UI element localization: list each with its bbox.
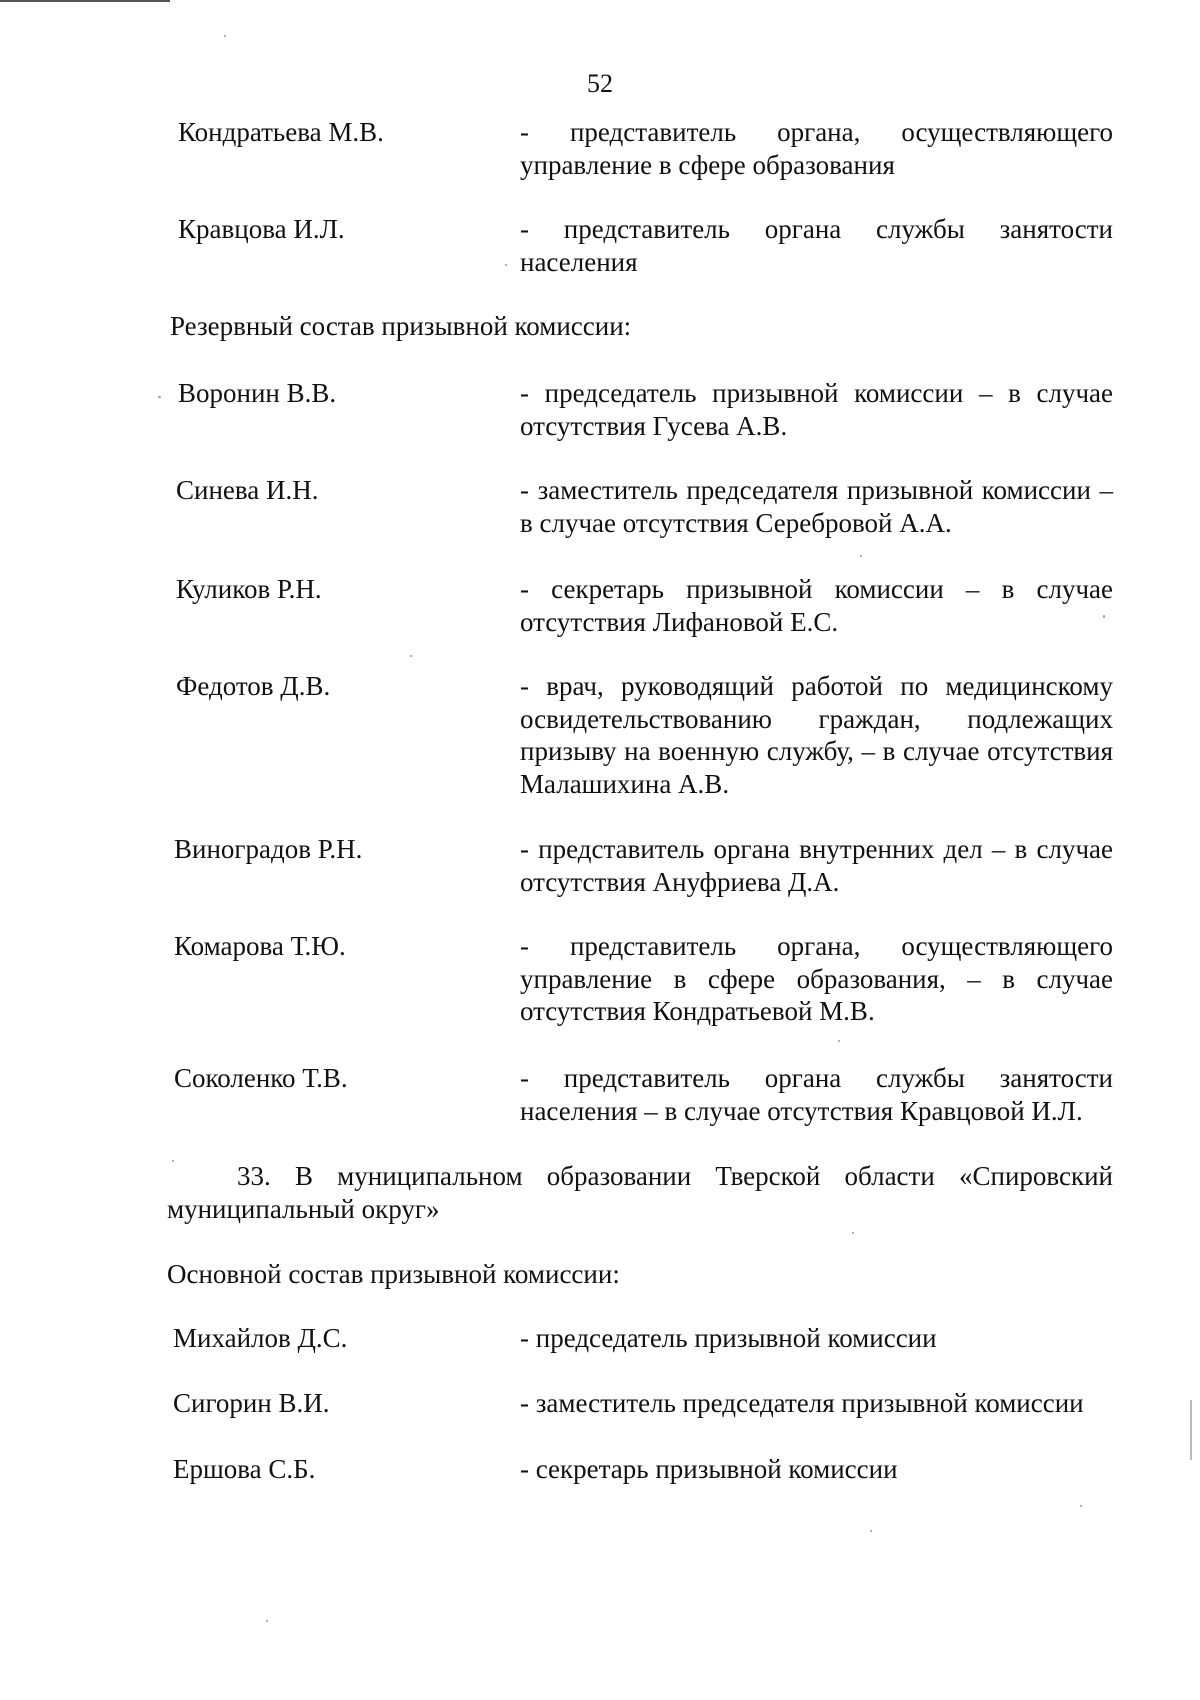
scan-speck bbox=[838, 1040, 840, 1042]
scan-speck bbox=[266, 1620, 268, 1622]
member-role: - врач, руководящий работой по медицинскому освидетельствованию граждан, подлежащих призыву на военную службу, – в случае отсутствия Малашихина А.В. bbox=[520, 671, 1113, 799]
member-name: Михайлов Д.С. bbox=[173, 1323, 348, 1353]
section-line-1: 33. В муниципальном образовании Тверской области «Спировский bbox=[237, 1161, 1113, 1191]
scan-edge bbox=[1190, 1400, 1192, 1460]
scan-speck bbox=[505, 264, 507, 266]
member-name: Воронин В.В. bbox=[178, 378, 337, 408]
member-role: - секретарь призывной комиссии – в случае отсутствия Лифановой Е.С. bbox=[520, 574, 1113, 637]
scan-speck bbox=[410, 655, 412, 657]
member-name: Комарова Т.Ю. bbox=[174, 931, 346, 961]
member-role: - представитель органа внутренних дел – в случае отсутствия Ануфриева Д.А. bbox=[520, 834, 1113, 897]
scan-speck bbox=[224, 35, 226, 37]
member-name: Кондратьева М.В. bbox=[178, 117, 384, 147]
member-name: Куликов Р.Н. bbox=[176, 574, 322, 604]
member-role: - председатель призывной комиссии bbox=[520, 1323, 937, 1353]
member-name: Синева И.Н. bbox=[176, 475, 319, 505]
member-role: - представитель органа службы занятости населения bbox=[520, 214, 1113, 277]
member-name: Виноградов Р.Н. bbox=[174, 834, 363, 864]
member-name: Кравцова И.Л. bbox=[178, 214, 345, 244]
member-name: Сигорин В.И. bbox=[173, 1388, 330, 1418]
main-heading: Основной состав призывной комиссии: bbox=[167, 1259, 620, 1289]
reserve-heading: Резервный состав призывной комиссии: bbox=[170, 311, 632, 341]
scan-speck bbox=[172, 1160, 174, 1162]
scan-speck bbox=[870, 1530, 872, 1532]
member-name: Соколенко Т.В. bbox=[174, 1063, 348, 1093]
member-role: - представитель органа, осуществляющего управление в сфере образования bbox=[520, 117, 1113, 180]
scan-edge-mark bbox=[0, 0, 170, 2]
section-paragraph bbox=[167, 1160, 1113, 1226]
scan-speck bbox=[852, 1232, 854, 1234]
member-role: - председатель призывной комиссии – в случае отсутствия Гусева А.В. bbox=[520, 378, 1113, 441]
member-role: - представитель органа службы занятости населения – в случае отсутствия Кравцовой И.Л. bbox=[520, 1063, 1113, 1126]
member-name: Федотов Д.В. bbox=[176, 671, 331, 701]
scan-speck bbox=[158, 396, 161, 398]
page-number: 52 bbox=[587, 69, 613, 98]
member-role: - заместитель председателя призывной комиссии bbox=[520, 1388, 1084, 1418]
scan-speck bbox=[860, 555, 862, 557]
scan-speck bbox=[1080, 1505, 1082, 1507]
member-role: - заместитель председателя призывной комиссии – в случае отсутствия Серебровой А.А. bbox=[520, 475, 1113, 538]
member-role: - секретарь призывной комиссии bbox=[520, 1454, 898, 1484]
section-line-2: муниципальный округ» bbox=[167, 1194, 440, 1224]
scan-speck bbox=[1103, 615, 1105, 618]
member-name: Ершова С.Б. bbox=[173, 1454, 316, 1484]
member-role: - представитель органа, осуществляющего управление в сфере образования, – в случае отсутствия Кондратьевой М.В. bbox=[520, 931, 1113, 1026]
